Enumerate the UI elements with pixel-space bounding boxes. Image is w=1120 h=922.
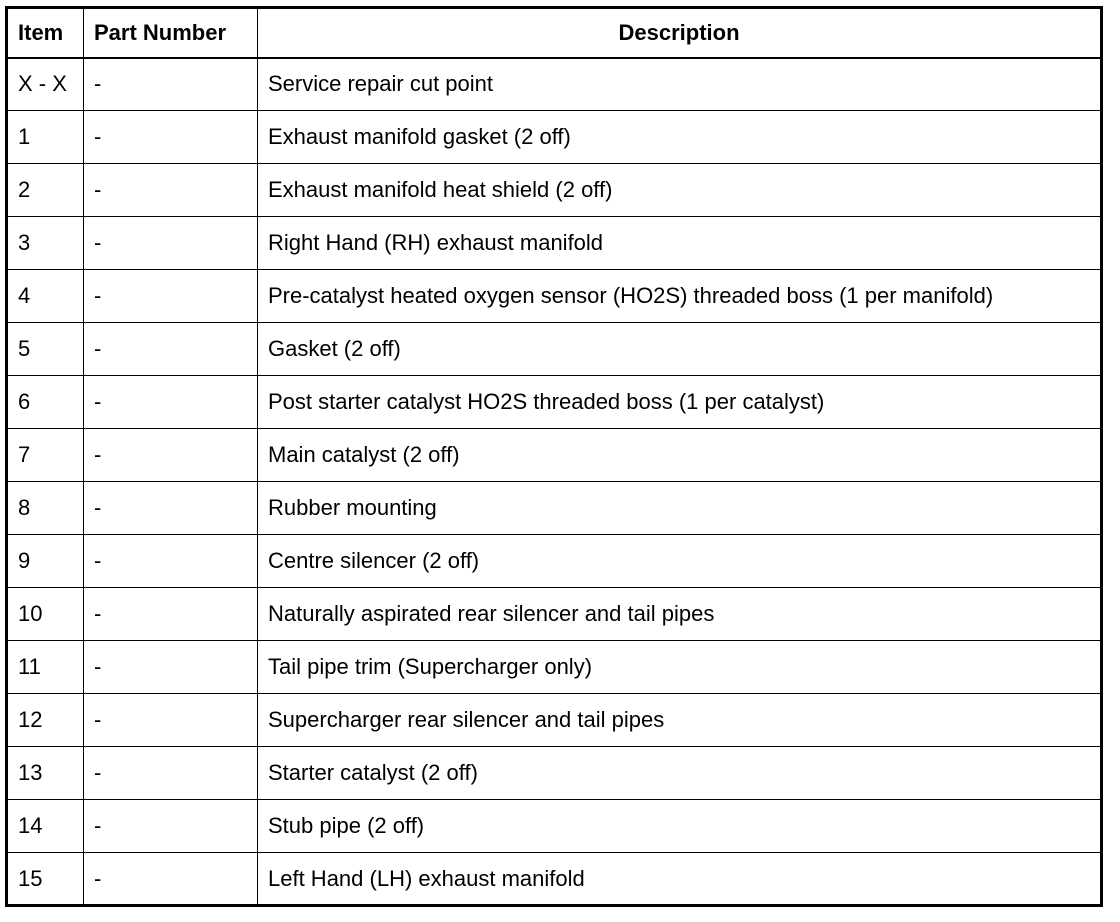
item-cell: 13 bbox=[7, 747, 84, 800]
item-cell: 12 bbox=[7, 694, 84, 747]
part-number-cell: - bbox=[84, 482, 258, 535]
item-cell: 2 bbox=[7, 164, 84, 217]
part-number-cell: - bbox=[84, 164, 258, 217]
part-number-cell: - bbox=[84, 270, 258, 323]
description-cell: Service repair cut point bbox=[258, 58, 1102, 111]
item-cell: 15 bbox=[7, 853, 84, 906]
description-cell: Rubber mounting bbox=[258, 482, 1102, 535]
part-number-cell: - bbox=[84, 800, 258, 853]
table-row bbox=[7, 535, 1102, 588]
part-number-cell: - bbox=[84, 588, 258, 641]
table-row bbox=[7, 58, 1102, 111]
part-number-cell: - bbox=[84, 376, 258, 429]
item-cell: 9 bbox=[7, 535, 84, 588]
description-cell: Left Hand (LH) exhaust manifold bbox=[258, 853, 1102, 906]
description-cell: Right Hand (RH) exhaust manifold bbox=[258, 217, 1102, 270]
description-cell: Main catalyst (2 off) bbox=[258, 429, 1102, 482]
item-cell: 5 bbox=[7, 323, 84, 376]
item-cell: 1 bbox=[7, 111, 84, 164]
description-cell: Exhaust manifold heat shield (2 off) bbox=[258, 164, 1102, 217]
table-row bbox=[7, 747, 1102, 800]
item-cell: 14 bbox=[7, 800, 84, 853]
table-body bbox=[7, 58, 1102, 906]
part-number-cell: - bbox=[84, 323, 258, 376]
item-cell: 11 bbox=[7, 641, 84, 694]
part-number-cell: - bbox=[84, 111, 258, 164]
table-row bbox=[7, 217, 1102, 270]
description-cell: Starter catalyst (2 off) bbox=[258, 747, 1102, 800]
description-cell: Pre-catalyst heated oxygen sensor (HO2S) threaded boss (1 per manifold) bbox=[258, 270, 1102, 323]
item-cell: 3 bbox=[7, 217, 84, 270]
item-cell: 4 bbox=[7, 270, 84, 323]
table-row bbox=[7, 641, 1102, 694]
part-number-cell: - bbox=[84, 217, 258, 270]
table-row bbox=[7, 323, 1102, 376]
part-number-cell: - bbox=[84, 853, 258, 906]
description-cell: Tail pipe trim (Supercharger only) bbox=[258, 641, 1102, 694]
header-item: Item bbox=[7, 8, 84, 58]
description-cell: Stub pipe (2 off) bbox=[258, 800, 1102, 853]
description-cell: Gasket (2 off) bbox=[258, 323, 1102, 376]
table-row bbox=[7, 853, 1102, 906]
description-cell: Supercharger rear silencer and tail pipes bbox=[258, 694, 1102, 747]
item-cell: 10 bbox=[7, 588, 84, 641]
table-header bbox=[7, 8, 1102, 58]
part-number-cell: - bbox=[84, 641, 258, 694]
table-row bbox=[7, 800, 1102, 853]
item-cell: X - X bbox=[7, 58, 84, 111]
header-row bbox=[7, 8, 1102, 58]
part-number-cell: - bbox=[84, 429, 258, 482]
description-cell: Post starter catalyst HO2S threaded boss (1 per catalyst) bbox=[258, 376, 1102, 429]
part-number-cell: - bbox=[84, 747, 258, 800]
table-row bbox=[7, 694, 1102, 747]
description-cell: Exhaust manifold gasket (2 off) bbox=[258, 111, 1102, 164]
table-row bbox=[7, 482, 1102, 535]
description-cell: Centre silencer (2 off) bbox=[258, 535, 1102, 588]
part-number-cell: - bbox=[84, 58, 258, 111]
table-row bbox=[7, 270, 1102, 323]
table-row bbox=[7, 164, 1102, 217]
part-number-cell: - bbox=[84, 694, 258, 747]
item-cell: 6 bbox=[7, 376, 84, 429]
table-row bbox=[7, 376, 1102, 429]
parts-table bbox=[5, 6, 1103, 907]
part-number-cell: - bbox=[84, 535, 258, 588]
item-cell: 7 bbox=[7, 429, 84, 482]
header-part-number: Part Number bbox=[84, 8, 258, 58]
table-row bbox=[7, 429, 1102, 482]
header-description: Description bbox=[258, 8, 1102, 58]
item-cell: 8 bbox=[7, 482, 84, 535]
table-row bbox=[7, 588, 1102, 641]
table-row bbox=[7, 111, 1102, 164]
description-cell: Naturally aspirated rear silencer and tail pipes bbox=[258, 588, 1102, 641]
